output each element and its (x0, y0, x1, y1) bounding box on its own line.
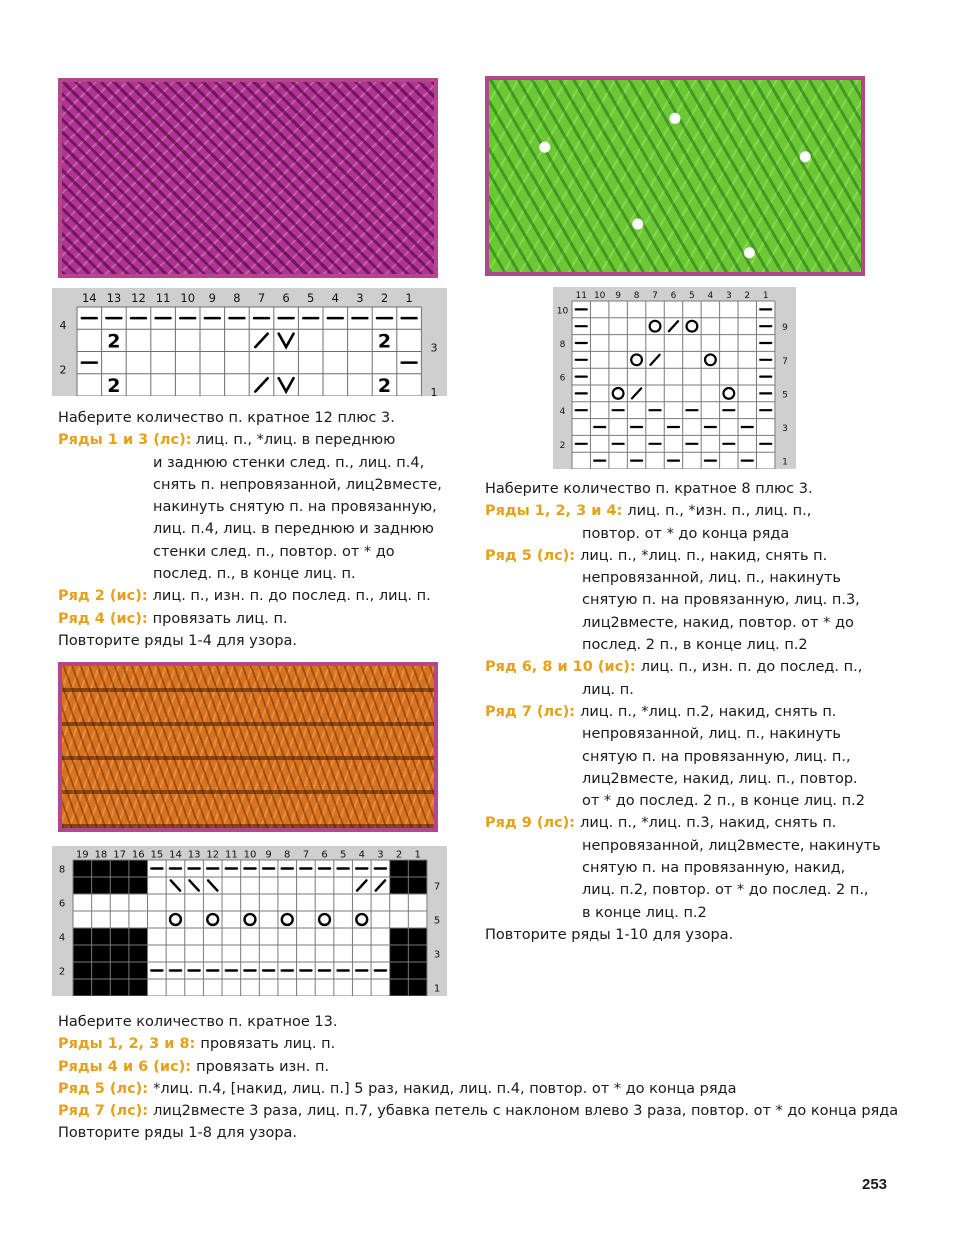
row-label: Ряд 4 (ис): (58, 610, 148, 627)
row-text: стенки след. п., повтор. от * до (153, 543, 395, 560)
row-text: лиц. п., *лиц. в переднюю (195, 432, 396, 449)
row-text: лиц. п., *лиц. п.2, накид, снять п. (580, 703, 837, 720)
row-text: лиц. п., изн. п. до послед. п., (640, 659, 863, 676)
row-label: Ряд 9 (лс): (485, 815, 576, 832)
column-number: 2 (380, 291, 389, 305)
column-number: 7 (257, 291, 266, 305)
row-number-right: 1 (433, 983, 441, 995)
row-label: Ряд 5 (лс): (485, 547, 576, 564)
pattern2-instructions (485, 478, 881, 946)
column-number: 6 (321, 849, 328, 861)
column-number: 13 (187, 849, 201, 861)
pattern3-row-5 (58, 1078, 898, 1100)
row-number-right: 7 (433, 881, 441, 893)
row-text: непровязанной, лиц2вместе, накинуть (582, 837, 881, 854)
row-text: в конце лиц. п.2 (582, 904, 707, 921)
pattern2-outro: Повторите ряды 1-10 для узора. (485, 926, 734, 943)
column-number: 9 (265, 849, 272, 861)
row-label: Ряд 7 (лс): (485, 703, 576, 720)
row-text: от * до послед. 2 п., в конце лиц. п.2 (582, 793, 865, 810)
column-number: 10 (243, 849, 257, 861)
pattern1-instructions (58, 407, 442, 652)
row-label: Ряды 1, 2, 3 и 8: (58, 1036, 196, 1053)
column-number: 15 (150, 849, 164, 861)
inc-symbol: 2 (107, 374, 121, 396)
pattern2-row-7-continued (582, 723, 881, 812)
row-text: лиц. п., *изн. п., лиц. п., (627, 503, 812, 520)
pattern2-intro: Наберите количество п. кратное 8 плюс 3. (485, 481, 813, 497)
column-number: 10 (593, 291, 606, 301)
row-number-left: 8 (58, 864, 66, 876)
row-text: снятую п. на провязанную, лиц. п., (582, 748, 851, 765)
row-number-right: 1 (782, 457, 788, 468)
orange-chart (52, 846, 447, 996)
row-number-left: 6 (58, 898, 66, 910)
row-label: Ряды 1, 2, 3 и 4: (485, 503, 623, 520)
pattern1-row-1-3-continued (153, 452, 442, 586)
column-number: 19 (75, 849, 89, 861)
row-number-right: 3 (433, 949, 441, 961)
column-number: 1 (414, 849, 421, 861)
column-number: 8 (284, 849, 291, 861)
column-number: 10 (180, 291, 196, 305)
column-number: 16 (131, 849, 145, 861)
column-number: 6 (670, 291, 677, 301)
row-number-right: 3 (430, 341, 438, 355)
row-text: лиц2вместе 3 раза, лиц. п.7, убавка петель с наклоном влево 3 раза, повтор. от * до конца ряда (153, 1103, 899, 1120)
column-number: 13 (106, 291, 122, 305)
green-knit-photo (485, 76, 865, 276)
column-number: 9 (208, 291, 216, 305)
row-text: непровязанной, лиц. п., накинуть (582, 726, 841, 743)
row-number-left: 10 (556, 306, 569, 317)
row-text: непровязанной, лиц. п., накинуть (582, 570, 841, 587)
row-text: послед. 2 п., в конце лиц. п.2 (582, 637, 808, 654)
row-number-left: 4 (58, 932, 66, 944)
pattern2-row-5 (485, 545, 881, 567)
column-number: 4 (707, 291, 714, 301)
column-number: 3 (377, 849, 384, 861)
pattern2-row-5-continued (582, 567, 881, 656)
row-number-left: 8 (559, 340, 566, 350)
column-number: 5 (339, 849, 347, 861)
pattern2-row-1-4-continued (582, 523, 881, 545)
column-number: 8 (633, 291, 640, 301)
row-number-right: 5 (782, 390, 788, 401)
pattern1-row-4 (58, 608, 442, 630)
column-number: 6 (282, 291, 290, 305)
green-chart (553, 287, 796, 469)
column-number: 2 (395, 849, 403, 861)
row-text: повтор. от * до конца ряда (582, 525, 790, 542)
row-label: Ряды 1 и 3 (лс): (58, 432, 192, 449)
column-number: 14 (169, 849, 182, 861)
row-label: Ряд 6, 8 и 10 (ис): (485, 659, 636, 676)
row-text: лиц2вместе, накид, лиц. п., повтор. (582, 770, 858, 787)
pattern3-intro: Наберите количество п. кратное 13. (58, 1014, 338, 1030)
row-number-right: 5 (433, 915, 441, 927)
row-text: снятую п. на провязанную, лиц. п.3, (582, 592, 860, 609)
column-number: 11 (155, 291, 171, 305)
row-number-left: 2 (58, 966, 66, 978)
row-number-right: 7 (782, 356, 788, 367)
row-number-left: 2 (559, 440, 566, 451)
pattern3-outro: Повторите ряды 1-8 для узора. (58, 1125, 298, 1142)
inc-symbol: 2 (107, 330, 121, 353)
pattern3-row-7 (58, 1100, 898, 1122)
inc-symbol: 2 (377, 374, 392, 396)
column-number: 2 (744, 291, 751, 301)
pattern2-row-9 (485, 812, 881, 834)
column-number: 1 (762, 291, 769, 301)
row-text: лиц. п. (582, 681, 634, 698)
row-text: лиц. п.2, повтор. от * до послед. 2 п., (582, 882, 869, 899)
column-number: 3 (725, 291, 732, 301)
column-number: 1 (405, 291, 413, 305)
pattern1-intro: Наберите количество п. кратное 12 плюс 3. (58, 410, 395, 426)
row-number-left: 2 (59, 363, 67, 377)
column-number: 7 (652, 291, 658, 301)
row-text: лиц. п., *лиц. п., накид, снять п. (580, 547, 828, 564)
pattern1-row-1-3 (58, 429, 442, 451)
column-number: 5 (689, 291, 695, 301)
column-number: 12 (131, 291, 146, 305)
row-label: Ряд 2 (ис): (58, 588, 148, 605)
row-label: Ряд 7 (лс): (58, 1103, 149, 1120)
row-number-left: 4 (59, 319, 67, 333)
row-text: провязать лиц. п. (200, 1036, 336, 1053)
pattern1-outro: Повторите ряды 1-4 для узора. (58, 632, 298, 649)
column-number: 9 (615, 291, 621, 301)
column-number: 5 (307, 291, 315, 305)
pattern3-row-4-6 (58, 1056, 898, 1078)
column-number: 4 (358, 849, 365, 861)
column-number: 11 (575, 291, 587, 301)
column-number: 14 (81, 291, 97, 305)
pink-chart (52, 288, 447, 396)
column-number: 7 (302, 849, 310, 861)
column-number: 11 (224, 849, 238, 861)
row-text: и заднюю стенки след. п., лиц. п.4, (153, 454, 425, 471)
row-number-right: 9 (782, 323, 788, 334)
column-number: 18 (94, 849, 108, 861)
row-text: лиц. п., изн. п. до послед. п., лиц. п. (152, 588, 431, 605)
pattern2-row-7 (485, 701, 881, 723)
page-number: 253 (862, 1176, 888, 1193)
row-text: накинуть снятую п. на провязанную, (153, 499, 437, 516)
column-number: 4 (331, 291, 339, 305)
row-label: Ряды 4 и 6 (ис): (58, 1058, 192, 1075)
pattern2-row-6-8-10-continued (582, 679, 881, 701)
pattern3-instructions (58, 1011, 898, 1145)
row-text: лиц. п.4, лиц. в переднюю и заднюю (153, 521, 434, 538)
pink-knit-photo (58, 78, 438, 278)
row-text: снять п. непровязанной, лиц2вместе, (153, 476, 442, 493)
pattern2-row-9-continued (582, 835, 881, 924)
row-text: лиц2вместе, накид, повтор. от * до (582, 614, 854, 631)
pattern3-row-1-2-3-8 (58, 1033, 898, 1055)
row-text: лиц. п., *лиц. п.3, накид, снять п. (580, 815, 837, 832)
orange-knit-photo (58, 662, 438, 832)
pattern2-row-6-8-10 (485, 656, 881, 678)
row-number-left: 4 (559, 407, 566, 418)
row-label: Ряд 5 (лс): (58, 1080, 149, 1097)
row-text: провязать изн. п. (196, 1058, 330, 1075)
inc-symbol: 2 (377, 330, 392, 353)
column-number: 17 (113, 849, 126, 861)
column-number: 3 (356, 291, 364, 305)
row-text: *лиц. п.4, [накид, лиц. п.] 5 раз, накид, лиц. п.4, повтор. от * до конца ряда (153, 1080, 737, 1097)
column-number: 8 (233, 291, 241, 305)
row-text: послед. п., в конце лиц. п. (153, 566, 356, 583)
pattern1-row-2 (58, 585, 442, 607)
column-number: 12 (206, 849, 220, 861)
row-number-right: 1 (430, 385, 438, 396)
row-text: провязать лиц. п. (152, 610, 288, 627)
row-number-right: 3 (782, 424, 788, 434)
pattern2-row-1-4 (485, 500, 881, 522)
row-text: снятую п. на провязанную, накид, (582, 860, 846, 877)
row-number-left: 6 (559, 373, 566, 384)
